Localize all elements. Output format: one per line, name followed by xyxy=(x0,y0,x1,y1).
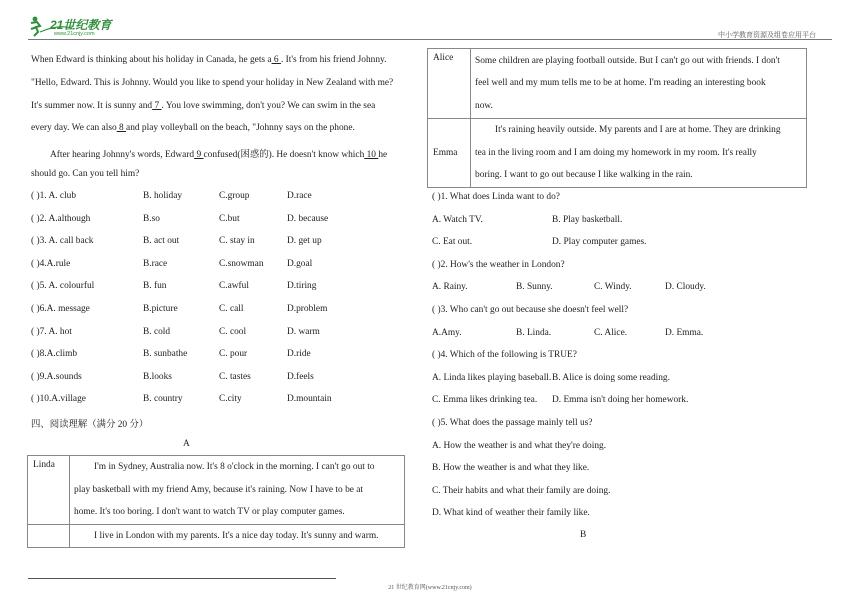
logo-url: www.21cnjy.com xyxy=(54,31,95,37)
question-number-option-a: ( )8.A.climb xyxy=(31,349,78,360)
table-row xyxy=(28,456,405,525)
option-b: B. act out xyxy=(143,236,180,247)
passage-a-table xyxy=(27,455,405,548)
answer-option: A. Linda likes playing baseball. xyxy=(432,372,552,383)
person-name: Emma xyxy=(428,119,471,188)
passage-b-label: B xyxy=(580,530,587,540)
option-b: B. sunbathe xyxy=(143,349,188,360)
option-c: C.snowman xyxy=(219,258,264,269)
blank-9: 9 xyxy=(194,150,204,160)
cloze-line-4: every day. We can also 8 and play volleyball on the beach, "Johnny says on the phone. xyxy=(31,123,355,133)
header-divider xyxy=(28,39,832,40)
answer-option: C. Alice. xyxy=(594,327,628,338)
answer-option: D. Emma. xyxy=(665,327,704,338)
person-name xyxy=(28,524,70,548)
option-c: C.group xyxy=(219,191,250,201)
header-platform-text: 中小学教育资源及组卷应用平台 xyxy=(718,31,816,39)
table-row xyxy=(428,49,807,119)
cloze-line-5: After hearing Johnny's words, Edward 9 confused(困惑的). He doesn't know which 10 he xyxy=(50,150,388,160)
question-number-option-a: ( )6.A. message xyxy=(31,304,90,314)
option-b: B.looks xyxy=(143,371,172,382)
option-d: D.problem xyxy=(287,304,328,314)
reading-question-4: ( )4. Which of the following is TRUE? xyxy=(432,350,577,361)
option-b: B. country xyxy=(143,394,183,405)
answer-option: B. Sunny. xyxy=(516,282,553,293)
option-d: D.mountain xyxy=(287,394,332,405)
answer-option: D. What kind of weather their family like. xyxy=(432,508,590,519)
answer-option: A.Amy. xyxy=(432,327,462,338)
logo-title: 21世纪教育 xyxy=(50,18,112,32)
option-c: C. stay in xyxy=(219,236,255,247)
answer-option: D. Cloudy. xyxy=(665,282,706,293)
option-c: C. tastes xyxy=(219,371,251,382)
question-number-option-a: ( )10.A.village xyxy=(31,394,86,405)
option-d: D.race xyxy=(287,191,312,201)
option-b: B.so xyxy=(143,213,160,224)
question-number-option-a: ( )1. A. club xyxy=(31,191,77,201)
person-name: Linda xyxy=(28,456,70,525)
passage-table-continued xyxy=(427,48,807,188)
question-number-option-a: ( )4.A.rule xyxy=(31,258,71,269)
question-number-option-a: ( )7. A. hot xyxy=(31,326,72,337)
blank-10: 10 xyxy=(364,150,379,160)
option-c: C. pour xyxy=(219,349,248,360)
answer-option: B. How the weather is and what they like. xyxy=(432,463,590,474)
option-d: D.feels xyxy=(287,371,314,382)
option-b: B.race xyxy=(143,258,168,269)
person-name: Alice xyxy=(428,49,471,119)
blank-8: 8 xyxy=(116,123,127,133)
answer-option: C. Eat out. xyxy=(432,237,473,248)
answer-option: A. Rainy. xyxy=(432,282,468,293)
section-title: 四、阅读理解（满分 20 分） xyxy=(31,420,149,430)
answer-option: B. Alice is doing some reading. xyxy=(552,372,670,383)
option-c: C. cool xyxy=(219,326,247,337)
table-row xyxy=(428,119,807,188)
option-d: D.goal xyxy=(287,258,313,269)
question-number-option-a: ( )5. A. colourful xyxy=(31,281,95,292)
cloze-line-1: When Edward is thinking about his holiday in Canada, he gets a 6 . It's from his friend Johnny. xyxy=(31,55,387,65)
reading-question-3: ( )3. Who can't go out because she doesn't feel well? xyxy=(432,305,629,315)
option-b: B. holiday xyxy=(143,191,183,201)
reading-question-5: ( )5. What does the passage mainly tell us? xyxy=(432,418,593,428)
cloze-line-3: It's summer now. It is sunny and 7 . You love swimming, don't you? We can swim in the sea xyxy=(31,101,376,111)
table-row xyxy=(28,524,405,548)
person-text: I live in London with my parents. It's a nice day today. It's sunny and warm. xyxy=(70,524,405,548)
answer-option: C. Emma likes drinking tea. xyxy=(432,395,538,406)
blank-7: 7 xyxy=(152,101,162,111)
option-c: C. call xyxy=(219,304,244,314)
answer-option: B. Play basketball. xyxy=(552,214,623,225)
reading-question-2: ( )2. How's the weather in London? xyxy=(432,259,565,270)
person-text: Some children are playing football outside. But I can't go out with friends. I don't feel well and my mum tells me to be at home. I'm reading an interesting book now. xyxy=(471,49,807,119)
option-c: C.but xyxy=(219,213,240,224)
person-text: I'm in Sydney, Australia now. It's 8 o'clock in the morning. I can't go out to play basketball with my friend Amy, because it's raining. Now I have to be at home. It's too boring. I don't want to watch TV or play computer games. xyxy=(70,456,405,525)
answer-option: D. Emma isn't doing her homework. xyxy=(552,395,689,406)
passage-a-label: A xyxy=(183,439,190,449)
option-b: B. cold xyxy=(143,326,171,337)
person-text: It's raining heavily outside. My parents and I are at home. They are drinking tea in the living room and I am doing my homework in my room. It's really boring. I want to go out because I like walking in the rain. xyxy=(471,119,807,188)
cloze-line-2: "Hello, Edward. This is Johnny. Would you like to spend your holiday in New Zealand with me? xyxy=(31,78,394,88)
answer-option: B. Linda. xyxy=(516,327,552,338)
cloze-line-6: should go. Can you tell him? xyxy=(31,169,140,179)
site-logo xyxy=(28,14,110,40)
footer-divider xyxy=(28,578,336,579)
question-number-option-a: ( )3. A. call back xyxy=(31,236,94,247)
option-c: C.awful xyxy=(219,281,249,292)
answer-option: A. How the weather is and what they're doing. xyxy=(432,440,607,451)
option-d: D. get up xyxy=(287,236,322,247)
answer-option: A. Watch TV. xyxy=(432,214,483,225)
blank-6: 6 xyxy=(271,55,281,65)
option-d: D.ride xyxy=(287,349,311,360)
footer-text: 21 世纪教育网(www.21cnjy.com) xyxy=(388,585,472,591)
answer-option: D. Play computer games. xyxy=(552,237,647,248)
reading-question-1: ( )1. What does Linda want to do? xyxy=(432,192,560,202)
option-b: B.picture xyxy=(143,304,178,314)
option-d: D.tiring xyxy=(287,281,317,292)
answer-option: C. Their habits and what their family are doing. xyxy=(432,485,611,496)
question-number-option-a: ( )2. A.although xyxy=(31,213,91,224)
question-number-option-a: ( )9.A.sounds xyxy=(31,371,82,382)
option-d: D. warm xyxy=(287,326,320,337)
option-b: B. fun xyxy=(143,281,167,292)
option-d: D. because xyxy=(287,213,329,224)
answer-option: C. Windy. xyxy=(594,282,632,293)
option-c: C.city xyxy=(219,394,242,405)
